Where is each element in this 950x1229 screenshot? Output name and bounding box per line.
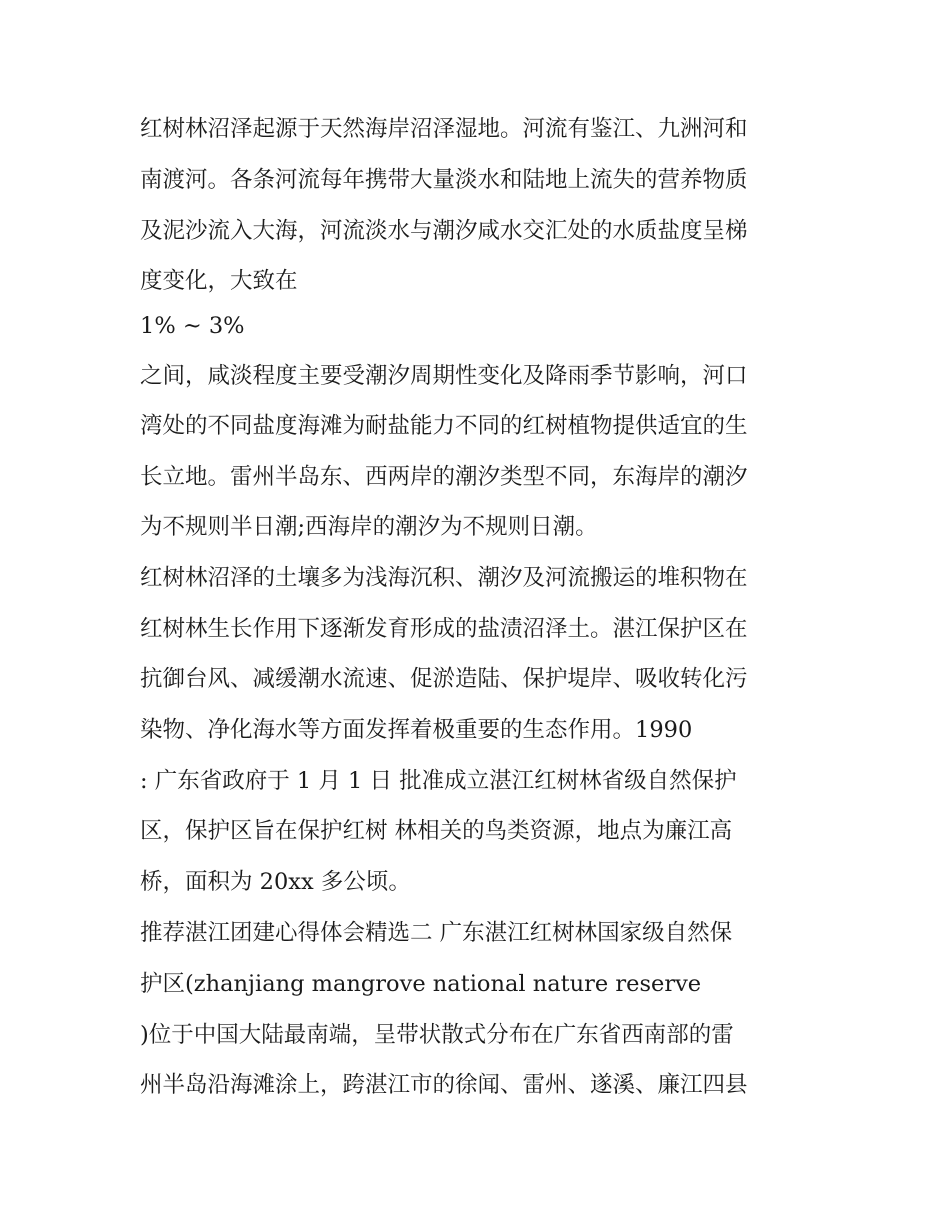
text-line: : 广东省政府于 1 月 1 日 批准成立湛江红树林省级自然保护 xyxy=(140,768,737,794)
text-line: 推荐湛江团建心得体会精选二 广东湛江红树林国家级自然保 xyxy=(140,920,733,946)
text-line: 护区(zhanjiang mangrove national nature reserve xyxy=(140,971,702,997)
text-line: )位于中国大陆最南端，呈带状散式分布在广东省西南部的雷 xyxy=(140,1022,734,1048)
text-line: 州半岛沿海滩涂上，跨湛江市的徐闻、雷州、遂溪、廉江四县 xyxy=(140,1072,748,1098)
text-line: 抗御台风、减缓潮水流速、促淤造陆、保护堤岸、吸收转化污 xyxy=(140,666,748,692)
text-line: 度变化，大致在 xyxy=(140,268,298,294)
text-line: 红树林生长作用下逐渐发育形成的盐渍沼泽土。湛江保护区在 xyxy=(140,616,748,642)
text-line: 为不规则半日潮;西海岸的潮汐为不规则日潮。 xyxy=(140,514,598,540)
text-line: 之间，咸淡程度主要受潮汐周期性变化及降雨季节影响，河口 xyxy=(140,363,748,389)
text-line: 1% ~ 3% xyxy=(140,313,245,339)
text-line: 桥，面积为 20xx 多公顷。 xyxy=(140,869,411,895)
text-line: 湾处的不同盐度海滩为耐盐能力不同的红树植物提供适宜的生 xyxy=(140,413,748,439)
text-line: 长立地。雷州半岛东、西两岸的潮汐类型不同，东海岸的潮汐 xyxy=(140,464,748,490)
text-line: 区，保护区旨在保护红树 林相关的鸟类资源，地点为廉江高 xyxy=(140,818,733,844)
text-line: 红树林沼泽起源于天然海岸沼泽湿地。河流有鉴江、九洲河和 xyxy=(140,116,748,142)
text-line: 及泥沙流入大海，河流淡水与潮汐咸水交汇处的水质盐度呈梯 xyxy=(140,218,748,244)
text-line: 南渡河。各条河流每年携带大量淡水和陆地上流失的营养物质 xyxy=(140,167,748,193)
text-line: 染物、净化海水等方面发挥着极重要的生态作用。1990 xyxy=(140,717,693,743)
text-line: 红树林沼泽的土壤多为浅海沉积、潮汐及河流搬运的堆积物在 xyxy=(140,565,748,591)
